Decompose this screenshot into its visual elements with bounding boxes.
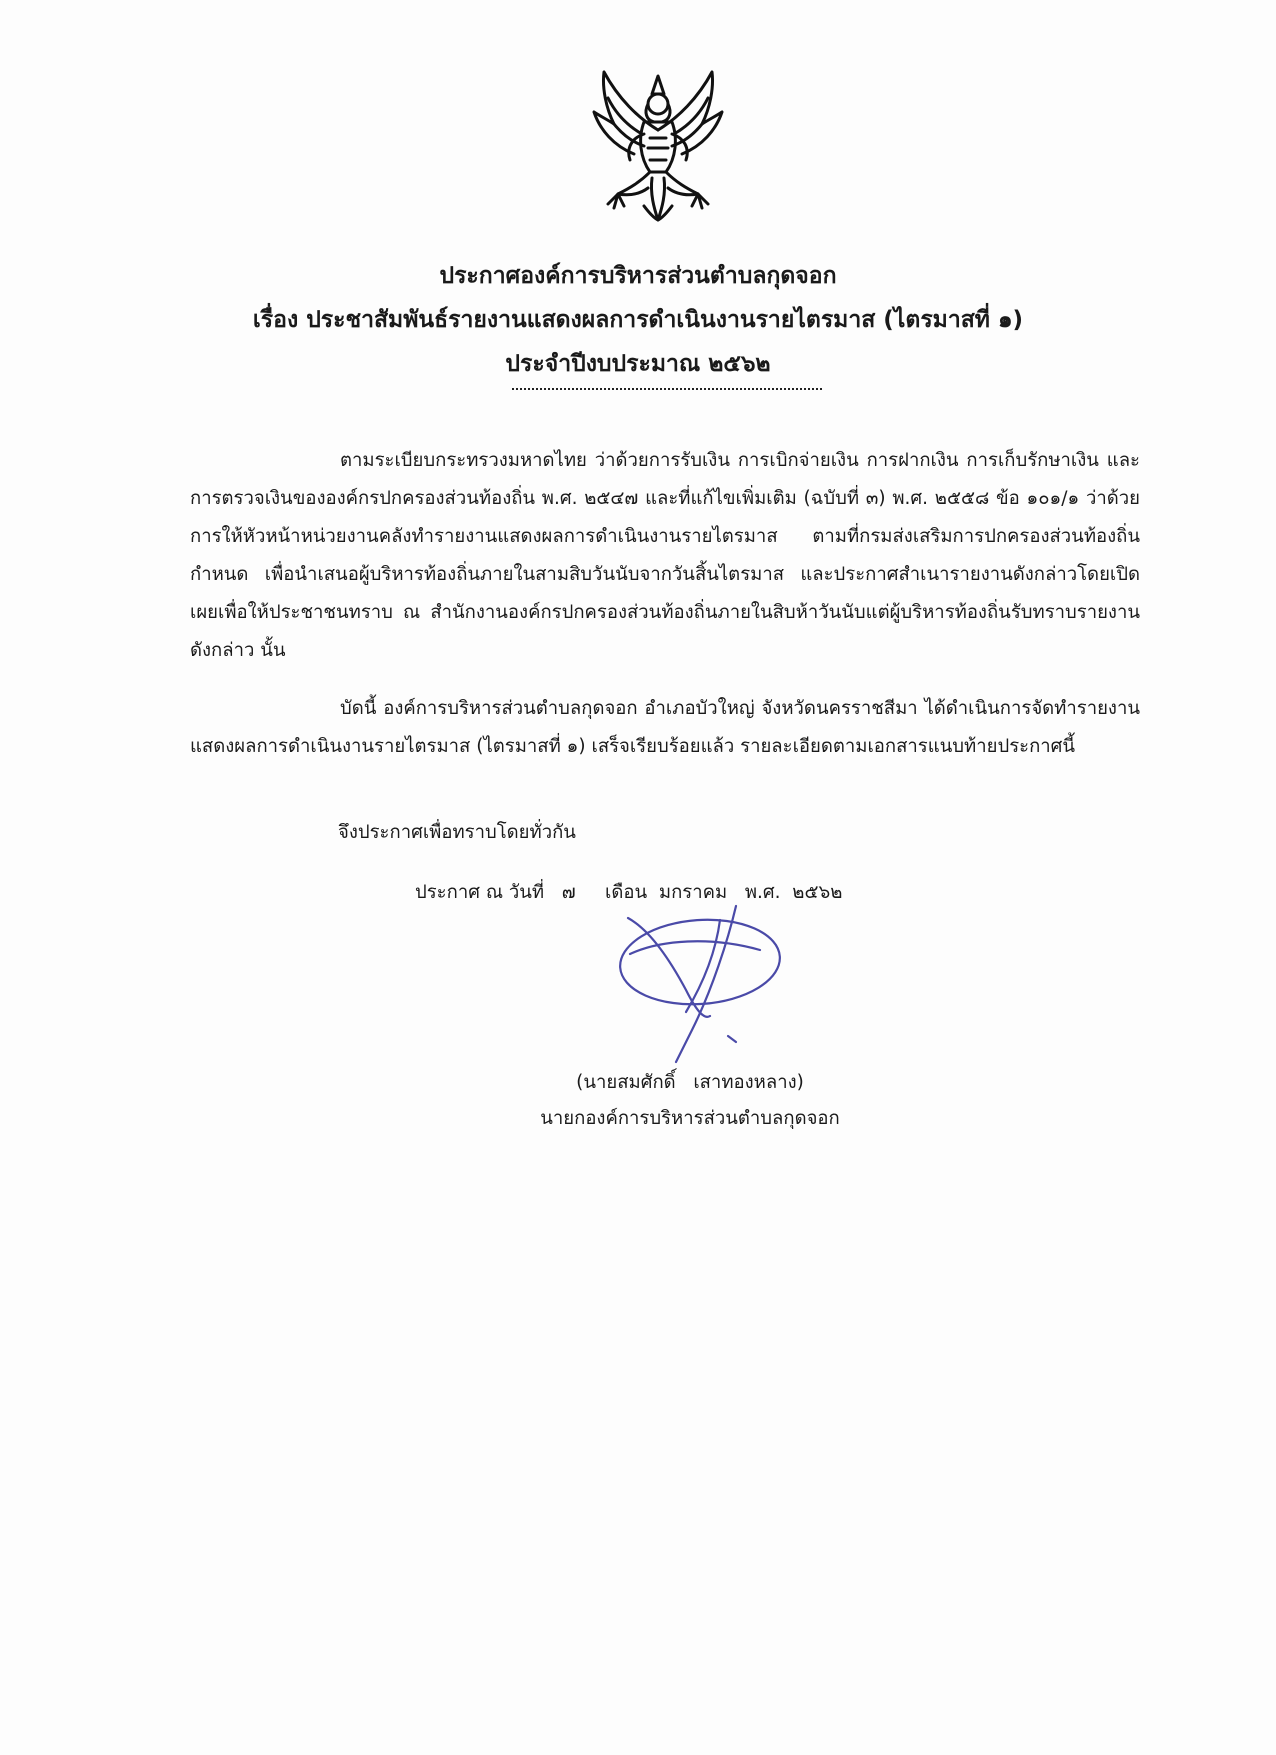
body-paragraph-2: บัดนี้ องค์การบริหารส่วนตำบลกุดจอก อำเภอบัวใหญ่ จังหวัดนครราชสีมา ได้ดำเนินการจัดทำรายงานแสดงผลการดำเนินงานรายไตรมาส (ไตรมาสที่ ๑) เสร็จเรียบร้อยแล้ว รายละเอียดตามเอกสารแนบท้ายประกาศนี้ [190,698,1140,757]
document-subject: เรื่อง ประชาสัมพันธ์รายงานแสดงผลการดำเนินงานรายไตรมาส (ไตรมาสที่ ๑) [252,307,1024,333]
garuda-emblem-icon [578,68,738,228]
signature-icon [600,900,800,1070]
signer-title: นายกองค์การบริหารส่วนตำบลกุดจอก [540,1108,840,1129]
document-fiscal-year: ประจำปีงบประมาณ ๒๕๖๒ [505,351,771,377]
body-paragraph-1: ตามระเบียบกระทรวงมหาดไทย ว่าด้วยการรับเงิน การเบิกจ่ายเงิน การฝากเงิน การเก็บรักษาเงิน และการตรวจเงินขององค์กรปกครองส่วนท้องถิ่น พ.ศ. ๒๕๔๗ และที่แก้ไขเพิ่มเติม (ฉบับที่ ๓) พ.ศ. ๒๕๕๘ ข้อ ๑๐๑/๑ ว่าด้วยการให้หัวหน้าหน่วยงานคลังทำรายงานแสดงผลการดำเนินงานรายไตรมาส ตามที่กรมส่งเสริมการปกครองส่วนท้องถิ่นกำหนด เพื่อนำเสนอผู้บริหารท้องถิ่นภายในสามสิบวันนับจากวันสิ้นไตรมาส และประกาศสำเนารายงานดังกล่าวโดยเปิดเผยเพื่อให้ประชาชนทราบ ณ สำนักงานองค์กรปกครองส่วนท้องถิ่นภายในสิบห้าวันนับแต่ผู้บริหารท้องถิ่นรับทราบรายงานดังกล่าว นั้น [190,450,1140,661]
title-divider [512,388,822,390]
signer-name: (นายสมศักดิ์ เสาทองหลาง) [576,1072,804,1093]
document-title: ประกาศองค์การบริหารส่วนตำบลกุดจอก [439,263,837,289]
closing-statement: จึงประกาศเพื่อทราบโดยทั่วกัน [338,822,576,843]
announcement-date: ประกาศ ณ วันที่ ๗ เดือน มกราคม พ.ศ. ๒๕๖๒ [415,882,843,903]
